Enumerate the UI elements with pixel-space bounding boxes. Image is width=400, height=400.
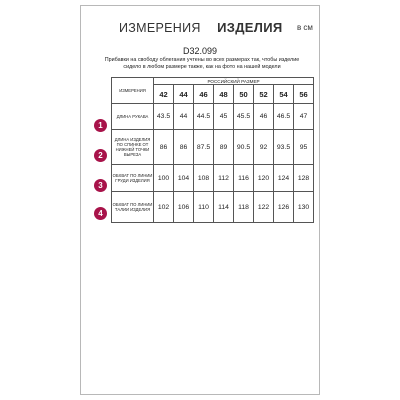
page-title xyxy=(119,19,313,37)
table-cell: 90.5 xyxy=(234,130,254,165)
table-cell: 116 xyxy=(234,165,254,192)
table-cell: 102 xyxy=(154,192,174,223)
size-header: 44 xyxy=(174,85,194,104)
table-cell: 124 xyxy=(274,165,294,192)
table-row xyxy=(112,130,314,165)
title-measurements: ИЗМЕРЕНИЯ xyxy=(119,21,201,35)
table-row xyxy=(112,165,314,192)
table-cell: 46 xyxy=(254,104,274,130)
table-cell: 122 xyxy=(254,192,274,223)
measurement-number-badge: 2 xyxy=(94,149,107,162)
table-cell: 89 xyxy=(214,130,234,165)
row-label: ОБХВАТ ПО ЛИНИИ ГРУДИ ИЗДЕЛИЯ xyxy=(112,165,154,192)
table-cell: 106 xyxy=(174,192,194,223)
table-cell: 130 xyxy=(294,192,314,223)
table-cell: 118 xyxy=(234,192,254,223)
table-cell: 44.5 xyxy=(194,104,214,130)
article-code: D32.099 xyxy=(182,46,218,56)
table-cell: 93.5 xyxy=(274,130,294,165)
table-header-row xyxy=(112,78,314,85)
fit-note: Прибавки на свободу облегания учтены во всех размерах так, чтобы изделие сидело в любом размере также, как на фото на нашей модели xyxy=(104,57,300,70)
table-cell: 120 xyxy=(254,165,274,192)
title-unit: в см xyxy=(296,23,313,32)
size-header: 52 xyxy=(254,85,274,104)
table-cell: 112 xyxy=(214,165,234,192)
table-cell: 128 xyxy=(294,165,314,192)
size-chart-card xyxy=(80,5,320,395)
table-cell: 114 xyxy=(214,192,234,223)
table-cell: 110 xyxy=(194,192,214,223)
table-cell: 86 xyxy=(174,130,194,165)
table-cell: 45.5 xyxy=(234,104,254,130)
size-header: 56 xyxy=(294,85,314,104)
title-garment: ИЗДЕЛИЯ xyxy=(217,20,283,35)
measurement-number-badge: 4 xyxy=(94,207,107,220)
table-cell: 126 xyxy=(274,192,294,223)
corner-label: ИЗМЕРЕНИЯ xyxy=(112,78,154,104)
table-cell: 45 xyxy=(214,104,234,130)
measurement-number-badge: 1 xyxy=(94,119,107,132)
table-row xyxy=(112,192,314,223)
row-label: ДЛИНА ИЗДЕЛИЯ ПО СПИНКЕ ОТ НИЖНЕЙ ТОЧКИ ВЫРЕЗА xyxy=(112,130,154,165)
table-cell: 95 xyxy=(294,130,314,165)
table-cell: 43.5 xyxy=(154,104,174,130)
table-cell: 100 xyxy=(154,165,174,192)
table-cell: 108 xyxy=(194,165,214,192)
table-cell: 104 xyxy=(174,165,194,192)
size-header: 42 xyxy=(154,85,174,104)
table-cell: 92 xyxy=(254,130,274,165)
table-cell: 86 xyxy=(154,130,174,165)
table-cell: 46.5 xyxy=(274,104,294,130)
table-cell: 87.5 xyxy=(194,130,214,165)
table-row xyxy=(112,104,314,130)
size-header: 46 xyxy=(194,85,214,104)
size-region-label: РОССИЙСКИЙ РАЗМЕР xyxy=(154,78,314,85)
table-cell: 44 xyxy=(174,104,194,130)
row-label: ОБХВАТ ПО ЛИНИИ ТАЛИИ ИЗДЕЛИЯ xyxy=(112,192,154,223)
size-header: 50 xyxy=(234,85,254,104)
size-header: 48 xyxy=(214,85,234,104)
row-label: ДЛИНА РУКАВА xyxy=(112,104,154,130)
measurement-number-badge: 3 xyxy=(94,179,107,192)
size-header: 54 xyxy=(274,85,294,104)
size-table xyxy=(111,77,314,223)
table-cell: 47 xyxy=(294,104,314,130)
